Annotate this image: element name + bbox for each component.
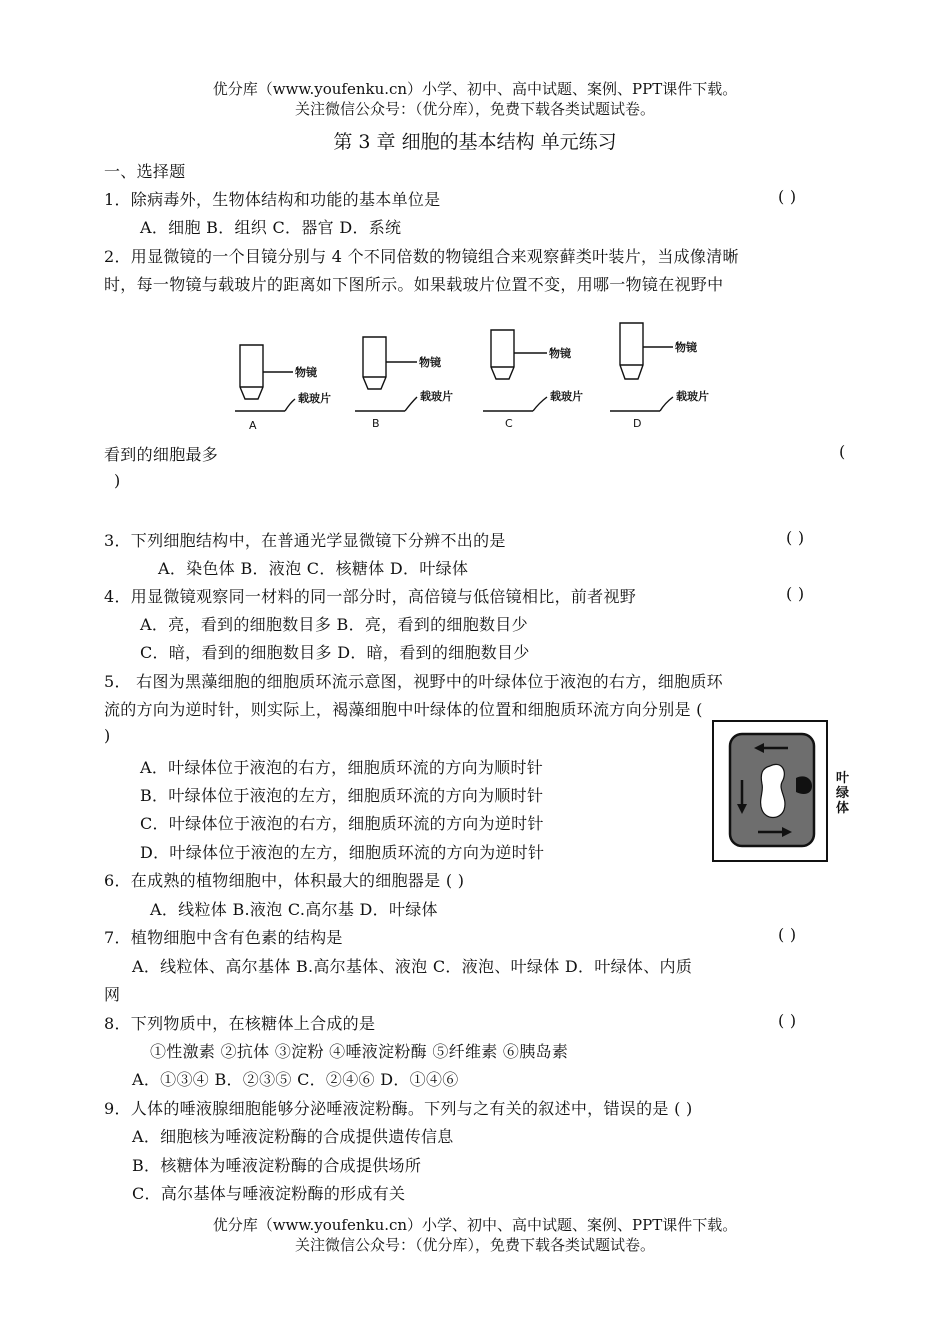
q7-options: A．线粒体、高尔基体 B.高尔基体、液泡 C．液泡、叶绿体 D．叶绿体、内质 (132, 957, 693, 976)
q7-answer-paren: ( ) (778, 925, 797, 944)
q2-paren-open: ( (839, 442, 846, 461)
footer-line-1: 优分库（www.youfenku.cn）小学、初中、高中试题、案例、PPT课件下载。 (212, 1216, 738, 1234)
figure-letter-d: D (633, 417, 642, 430)
q7-options-cont: 网 (104, 985, 121, 1004)
cytoplasm-streaming-figure (712, 720, 857, 862)
q5-option-d: D．叶绿体位于液泡的左方，细胞质环流的方向为逆时针 (140, 843, 545, 862)
q9-stem: 9．人体的唾液腺细胞能够分泌唾液淀粉酶。下列与之有关的叙述中，错误的是 ( ) (104, 1099, 693, 1118)
q7-stem: 7．植物细胞中含有色素的结构是 (104, 928, 343, 947)
slide-label-c: 载玻片 (550, 390, 583, 403)
q5-option-a: A．叶绿体位于液泡的右方，细胞质环流的方向为顺时针 (140, 758, 544, 777)
q5-stem-line-1: 5． 右图为黑藻细胞的细胞质环流示意图，视野中的叶绿体位于液泡的右方，细胞质环 (104, 672, 723, 691)
q8-options: A．①③④ B．②③⑤ C．②④⑥ D．①④⑥ (132, 1070, 459, 1089)
q5-option-c: C．叶绿体位于液泡的右方，细胞质环流的方向为逆时针 (140, 814, 544, 833)
q2-paren-close: ) (114, 471, 121, 490)
q4-options-line-1: A．亮，看到的细胞数目多 B．亮，看到的细胞数目少 (140, 615, 528, 634)
figure-letter-a: A (249, 419, 257, 432)
q3-options: A．染色体 B．液泡 C．核糖体 D．叶绿体 (158, 559, 469, 578)
figure-letter-b: B (372, 417, 380, 430)
q3-stem: 3．下列细胞结构中，在普通光学显微镜下分辨不出的是 (104, 531, 506, 550)
q3-answer-paren: ( ) (786, 528, 805, 547)
q1-answer-paren: ( ) (778, 187, 797, 206)
chloroplast-label-char-1: 叶 (836, 771, 850, 786)
page-title: 第 3 章 细胞的基本结构 单元练习 (333, 131, 617, 153)
q2-stem-line-1: 2．用显微镜的一个目镜分别与 4 个不同倍数的物镜组合来观察藓类叶装片，当成像清晰 (104, 247, 739, 266)
q8-answer-paren: ( ) (778, 1011, 797, 1030)
slide-label-d: 载玻片 (676, 390, 709, 403)
chloroplast-label-char-2: 绿 (836, 786, 850, 801)
chloroplast-label-char-3: 体 (836, 801, 850, 816)
objective-label-d: 物镜 (675, 341, 697, 354)
microscope-objectives-figure (225, 315, 725, 440)
header-line-2: 关注微信公众号：（优分库），免费下载各类试题试卷。 (294, 100, 655, 118)
q1-stem: 1．除病毒外，生物体结构和功能的基本单位是 (104, 190, 441, 209)
q4-answer-paren: ( ) (786, 584, 805, 603)
q5-stem-line-3: ) (104, 726, 111, 745)
q6-options: A．线粒体 B.液泡 C.高尔基 D．叶绿体 (150, 900, 438, 919)
q4-options-line-2: C．暗，看到的细胞数目多 D．暗，看到的细胞数目少 (140, 643, 530, 662)
footer-line-2: 关注微信公众号：（优分库），免费下载各类试题试卷。 (294, 1236, 655, 1254)
q5-stem-line-2: 流的方向为逆时针，则实际上，褐藻细胞中叶绿体的位置和细胞质环流方向分别是 ( (104, 700, 703, 719)
q8-items: ①性激素 ②抗体 ③淀粉 ④唾液淀粉酶 ⑤纤维素 ⑥胰岛素 (150, 1042, 569, 1061)
q9-option-a: A．细胞核为唾液淀粉酶的合成提供遗传信息 (132, 1127, 454, 1146)
objective-label-b: 物镜 (419, 356, 441, 369)
q9-option-c: C．高尔基体与唾液淀粉酶的形成有关 (132, 1184, 406, 1203)
q8-stem: 8．下列物质中，在核糖体上合成的是 (104, 1014, 376, 1033)
figure-letter-c: C (505, 417, 513, 430)
section-heading: 一、选择题 (104, 162, 186, 181)
objective-label-c: 物镜 (549, 347, 571, 360)
objective-label-a: 物镜 (295, 366, 317, 379)
q5-option-b: B．叶绿体位于液泡的左方，细胞质环流的方向为顺时针 (140, 786, 544, 805)
q9-option-b: B．核糖体为唾液淀粉酶的合成提供场所 (132, 1156, 422, 1175)
q4-stem: 4．用显微镜观察同一材料的同一部分时，高倍镜与低倍镜相比，前者视野 (104, 587, 637, 606)
header-line-1: 优分库（www.youfenku.cn）小学、初中、高中试题、案例、PPT课件下载。 (212, 80, 738, 98)
slide-label-a: 载玻片 (298, 392, 331, 405)
slide-label-b: 载玻片 (420, 390, 453, 403)
q2-stem-line-2: 时，每一物镜与载玻片的距离如下图所示。如果载玻片位置不变，用哪一物镜在视野中 (104, 275, 724, 294)
q2-stem-line-3: 看到的细胞最多 (104, 445, 219, 464)
q6-stem: 6．在成熟的植物细胞中，体积最大的细胞器是 ( ) (104, 871, 465, 890)
q1-options: A．细胞 B．组织 C．器官 D．系统 (140, 218, 402, 237)
